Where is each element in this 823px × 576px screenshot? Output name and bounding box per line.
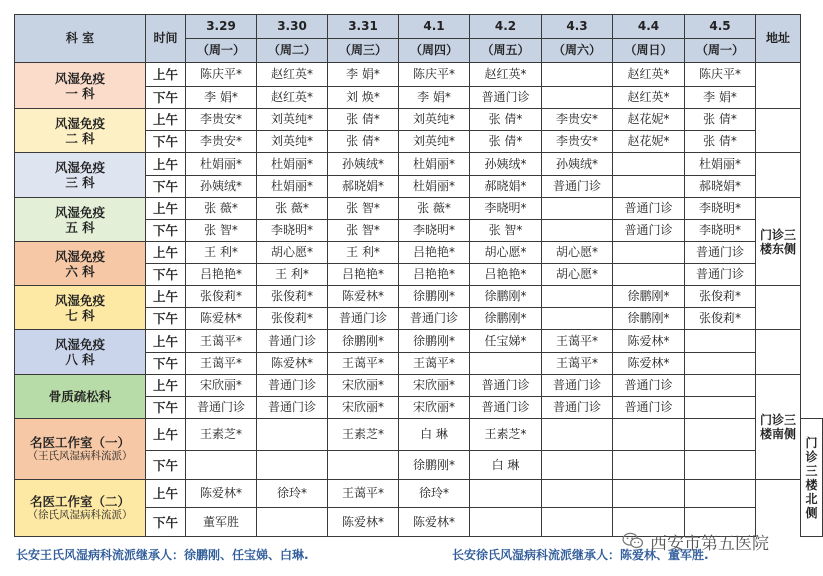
doctor-cell: 陈爱林* (328, 286, 399, 308)
doctor-cell: 杜娟丽* (257, 176, 328, 198)
doctor-cell (542, 308, 613, 330)
address-header: 地址 (756, 15, 801, 63)
doctor-cell: 普通门诊 (542, 375, 613, 397)
doctor-cell: 王 利* (328, 242, 399, 264)
footer-left-note: 长安王氏风湿病科流派继承人：徐鹏刚、任宝娣、白琳. (16, 548, 309, 562)
doctor-cell: 吕艳艳* (399, 264, 470, 286)
address-cell: 门诊三楼南侧 (756, 375, 801, 480)
doctor-cell (613, 176, 685, 198)
address-cell: 门诊三楼北侧 (801, 419, 823, 537)
doctor-cell: 王蔼平* (542, 330, 613, 353)
footer-right-note: 长安徐氏风湿病科流派继承人：陈爱林、董军胜. (452, 548, 709, 562)
weekday-header: （周二） (257, 39, 328, 63)
period-label: 下午 (146, 353, 186, 375)
doctor-cell: 胡心愿* (542, 264, 613, 286)
doctor-cell: 普通门诊 (186, 397, 257, 419)
weekday-header: （周一） (186, 39, 257, 63)
doctor-cell: 宋欣丽* (328, 375, 399, 397)
time-header: 时间 (146, 15, 186, 63)
doctor-cell: 孙姨绒* (186, 176, 257, 198)
doctor-cell: 张 倩* (685, 131, 756, 153)
schedule-row (15, 109, 823, 131)
doctor-cell: 孙姨绒* (470, 153, 542, 176)
doctor-cell: 普通门诊 (257, 375, 328, 397)
doctor-cell (542, 451, 613, 480)
doctor-cell: 王素芝* (328, 419, 399, 451)
date-header: 3.31 (328, 15, 399, 39)
doctor-cell: 张 倩* (328, 131, 399, 153)
department-name-line: 骨质疏松科 (48, 389, 112, 404)
weekday-header: （周六） (542, 39, 613, 63)
doctor-cell (257, 508, 328, 537)
doctor-cell: 宋欣丽* (399, 375, 470, 397)
doctor-cell: 吕艳艳* (399, 242, 470, 264)
address-cell-empty (756, 286, 801, 330)
period-label: 下午 (146, 264, 186, 286)
doctor-cell (685, 330, 756, 353)
department-name-line: 一 科 (65, 85, 95, 101)
doctor-cell (685, 375, 756, 397)
weekday-header: （周三） (328, 39, 399, 63)
doctor-cell: 刘 焕* (328, 87, 399, 109)
period-label: 下午 (146, 176, 186, 198)
department-name (15, 198, 146, 242)
doctor-cell: 徐鹏刚* (470, 286, 542, 308)
doctor-cell: 李晓明* (685, 220, 756, 242)
wechat-icon (622, 532, 644, 550)
doctor-cell: 陈爱林* (613, 353, 685, 375)
doctor-cell: 李 娟* (399, 87, 470, 109)
doctor-cell: 普通门诊 (613, 198, 685, 220)
doctor-cell: 赵红英* (470, 63, 542, 87)
doctor-cell: 李晓明* (470, 198, 542, 220)
doctor-cell: 胡心愿* (257, 242, 328, 264)
doctor-cell: 张 倩* (328, 109, 399, 131)
doctor-cell: 任宝娣* (470, 330, 542, 353)
doctor-cell: 王素芝* (186, 419, 257, 451)
period-label: 上午 (146, 330, 186, 353)
doctor-cell: 郝晓娟* (470, 176, 542, 198)
doctor-cell: 张 智* (328, 198, 399, 220)
department-name (15, 286, 146, 330)
doctor-cell (470, 353, 542, 375)
doctor-cell: 陈庆平* (186, 63, 257, 87)
doctor-cell (542, 220, 613, 242)
doctor-cell: 赵红英* (257, 63, 328, 87)
doctor-cell: 普通门诊 (542, 176, 613, 198)
period-label: 上午 (146, 375, 186, 397)
doctor-cell: 李晓明* (257, 220, 328, 242)
doctor-cell (542, 87, 613, 109)
doctor-cell: 徐玲* (257, 480, 328, 508)
department-name (15, 63, 146, 109)
doctor-cell: 胡心愿* (542, 242, 613, 264)
doctor-cell: 李 娟* (328, 63, 399, 87)
period-label: 下午 (146, 308, 186, 330)
doctor-cell: 普通门诊 (542, 397, 613, 419)
schedule-row (15, 480, 823, 508)
period-label: 上午 (146, 242, 186, 264)
department-name (15, 419, 146, 480)
date-header: 4.4 (613, 15, 685, 39)
doctor-cell: 普通门诊 (470, 375, 542, 397)
schedule-row (15, 198, 823, 220)
doctor-cell: 徐玲* (399, 480, 470, 508)
doctor-cell (542, 198, 613, 220)
address-cell-empty (756, 153, 801, 198)
department-name-line: 七 科 (65, 307, 95, 323)
period-label: 下午 (146, 131, 186, 153)
schedule-table (14, 14, 823, 537)
period-label: 下午 (146, 451, 186, 480)
doctor-cell: 张 倩* (470, 109, 542, 131)
weekday-header: （周一） (685, 39, 756, 63)
date-header: 4.2 (470, 15, 542, 39)
doctor-cell: 孙姨绒* (542, 153, 613, 176)
doctor-cell: 陈庆平* (685, 63, 756, 87)
department-name-line: 风湿免疫 (54, 115, 105, 131)
address-cell: 门诊三楼东侧 (756, 198, 801, 286)
department-name-line: 八 科 (65, 352, 95, 367)
doctor-cell (613, 264, 685, 286)
doctor-cell (470, 508, 542, 537)
doctor-cell: 张 智* (186, 220, 257, 242)
doctor-cell: 张俊莉* (685, 308, 756, 330)
doctor-cell: 白 琳 (470, 451, 542, 480)
doctor-cell: 徐鹏刚* (399, 286, 470, 308)
doctor-cell: 赵花妮* (613, 131, 685, 153)
doctor-cell: 张 智* (328, 220, 399, 242)
department-name-line: 风湿免疫 (54, 160, 105, 175)
doctor-cell: 陈爱林* (328, 508, 399, 537)
department-name (15, 109, 146, 153)
doctor-cell: 赵花妮* (613, 109, 685, 131)
doctor-cell: 胡心愿* (470, 242, 542, 264)
period-label: 上午 (146, 109, 186, 131)
doctor-cell: 普通门诊 (613, 375, 685, 397)
doctor-cell (613, 480, 685, 508)
doctor-cell: 王 利* (257, 264, 328, 286)
doctor-cell (470, 480, 542, 508)
doctor-cell: 普通门诊 (470, 87, 542, 109)
doctor-cell: 李晓明* (399, 220, 470, 242)
doctor-cell (685, 451, 756, 480)
doctor-cell: 宋欣丽* (399, 397, 470, 419)
doctor-cell: 张俊莉* (257, 308, 328, 330)
doctor-cell: 徐鹏刚* (613, 286, 685, 308)
department-name-line: 风湿免疫 (54, 337, 105, 352)
doctor-cell: 杜娟丽* (399, 153, 470, 176)
doctor-cell (685, 353, 756, 375)
address-cell-empty (756, 330, 801, 375)
dept-header: 科 室 (15, 15, 146, 63)
schedule-row (15, 153, 823, 176)
period-label: 下午 (146, 397, 186, 419)
doctor-cell: 普通门诊 (613, 220, 685, 242)
doctor-cell (542, 286, 613, 308)
doctor-cell: 吕艳艳* (186, 264, 257, 286)
doctor-cell (542, 480, 613, 508)
doctor-cell: 李 娟* (186, 87, 257, 109)
department-name (15, 242, 146, 286)
date-row (15, 15, 823, 39)
date-header: 4.1 (399, 15, 470, 39)
doctor-cell: 张俊莉* (257, 286, 328, 308)
doctor-cell: 张 薇* (257, 198, 328, 220)
doctor-cell: 王蔼平* (186, 330, 257, 353)
doctor-cell (542, 63, 613, 87)
weekday-header: （周四） (399, 39, 470, 63)
doctor-cell: 张俊莉* (685, 286, 756, 308)
department-name (15, 330, 146, 375)
period-label: 上午 (146, 63, 186, 87)
doctor-cell (257, 451, 328, 480)
department-name (15, 480, 146, 537)
department-name-line: 五 科 (65, 219, 95, 235)
period-label: 上午 (146, 153, 186, 176)
schedule-row (15, 330, 823, 353)
weekday-header: （周日） (613, 39, 685, 63)
date-header: 4.5 (685, 15, 756, 39)
doctor-cell: 张 倩* (470, 131, 542, 153)
doctor-cell: 杜娟丽* (186, 153, 257, 176)
doctor-cell: 郝晓娟* (328, 176, 399, 198)
department-name-line: 六 科 (65, 263, 95, 279)
doctor-cell: 白 琳 (399, 419, 470, 451)
department-name-line: 三 科 (65, 175, 95, 190)
doctor-cell: 徐鹏刚* (328, 330, 399, 353)
doctor-cell: 王蔼平* (328, 353, 399, 375)
doctor-cell: 普通门诊 (685, 242, 756, 264)
department-subtitle: （徐氏风湿病科流派） (27, 509, 133, 521)
period-label: 下午 (146, 220, 186, 242)
doctor-cell: 吕艳艳* (470, 264, 542, 286)
department-name (15, 153, 146, 198)
doctor-cell: 普通门诊 (257, 330, 328, 353)
period-label: 下午 (146, 87, 186, 109)
doctor-cell: 徐鹏刚* (399, 451, 470, 480)
schedule-row (15, 375, 823, 397)
period-label: 上午 (146, 198, 186, 220)
doctor-cell: 张俊莉* (186, 286, 257, 308)
doctor-cell: 赵红英* (613, 87, 685, 109)
doctor-cell (613, 242, 685, 264)
doctor-cell: 徐鹏刚* (399, 330, 470, 353)
date-header: 3.30 (257, 15, 328, 39)
doctor-cell: 王素芝* (470, 419, 542, 451)
doctor-cell: 李贵安* (542, 131, 613, 153)
doctor-cell (685, 419, 756, 451)
period-label: 上午 (146, 286, 186, 308)
doctor-cell: 王蔼平* (399, 353, 470, 375)
department-name-line: 名医工作室（一） (29, 435, 130, 450)
department-subtitle: （王氏风湿病科流派） (27, 450, 133, 462)
doctor-cell (257, 419, 328, 451)
doctor-cell: 陈爱林* (186, 308, 257, 330)
doctor-cell: 刘英纯* (399, 109, 470, 131)
address-cell-empty (756, 109, 801, 153)
doctor-cell: 王 利* (186, 242, 257, 264)
department-name (15, 375, 146, 419)
doctor-cell: 杜娟丽* (685, 153, 756, 176)
doctor-cell: 刘英纯* (257, 131, 328, 153)
doctor-cell: 李晓明* (685, 198, 756, 220)
doctor-cell: 普通门诊 (613, 397, 685, 419)
doctor-cell (542, 508, 613, 537)
doctor-cell: 董军胜 (186, 508, 257, 537)
doctor-cell: 王蔼平* (542, 353, 613, 375)
department-name-line: 风湿免疫 (54, 248, 105, 264)
doctor-cell: 李 娟* (685, 87, 756, 109)
doctor-cell (186, 451, 257, 480)
doctor-cell: 宋欣丽* (328, 397, 399, 419)
address-cell-empty (756, 63, 801, 109)
doctor-cell: 孙姨绒* (328, 153, 399, 176)
period-label: 下午 (146, 508, 186, 537)
doctor-cell: 普通门诊 (328, 308, 399, 330)
period-label: 上午 (146, 419, 186, 451)
doctor-cell: 张 智* (470, 220, 542, 242)
doctor-cell: 宋欣丽* (186, 375, 257, 397)
doctor-cell: 普通门诊 (257, 397, 328, 419)
doctor-cell: 陈爱林* (257, 353, 328, 375)
doctor-cell: 杜娟丽* (399, 176, 470, 198)
weekday-header: （周五） (470, 39, 542, 63)
doctor-cell (328, 451, 399, 480)
doctor-cell: 张 薇* (399, 198, 470, 220)
period-label: 上午 (146, 480, 186, 508)
department-name-line: 风湿免疫 (54, 204, 105, 220)
doctor-cell (613, 153, 685, 176)
doctor-cell: 李贵安* (186, 131, 257, 153)
doctor-cell: 赵红英* (257, 87, 328, 109)
date-header: 4.3 (542, 15, 613, 39)
schedule-row (15, 419, 823, 451)
doctor-cell: 郝晓娟* (685, 176, 756, 198)
department-name-line: 二 科 (65, 130, 95, 146)
doctor-cell: 普通门诊 (399, 308, 470, 330)
doctor-cell: 赵红英* (613, 63, 685, 87)
doctor-cell: 王蔼平* (186, 353, 257, 375)
doctor-cell: 陈爱林* (613, 330, 685, 353)
doctor-cell (613, 451, 685, 480)
doctor-cell: 杜娟丽* (257, 153, 328, 176)
doctor-cell: 陈庆平* (399, 63, 470, 87)
doctor-cell (685, 480, 756, 508)
doctor-cell: 张 薇* (186, 198, 257, 220)
schedule-row (15, 63, 823, 87)
department-name-line: 风湿免疫 (54, 70, 105, 86)
doctor-cell: 李贵安* (542, 109, 613, 131)
doctor-cell: 吕艳艳* (328, 264, 399, 286)
schedule-row (15, 242, 823, 264)
doctor-cell: 普通门诊 (685, 264, 756, 286)
doctor-cell: 徐鹏刚* (613, 308, 685, 330)
date-header: 3.29 (186, 15, 257, 39)
doctor-cell (613, 419, 685, 451)
department-name-line: 名医工作室（二） (29, 494, 130, 509)
doctor-cell: 徐鹏刚* (470, 308, 542, 330)
watermark (622, 529, 812, 553)
doctor-cell: 王蔼平* (328, 480, 399, 508)
doctor-cell: 刘英纯* (399, 131, 470, 153)
doctor-cell: 李贵安* (186, 109, 257, 131)
watermark-text: 西安市第五医院 (650, 533, 769, 554)
doctor-cell: 刘英纯* (257, 109, 328, 131)
doctor-cell: 陈爱林* (186, 480, 257, 508)
doctor-cell (542, 419, 613, 451)
doctor-cell (685, 397, 756, 419)
doctor-cell: 普通门诊 (470, 397, 542, 419)
schedule-row (15, 286, 823, 308)
department-name-line: 风湿免疫 (54, 292, 105, 308)
doctor-cell: 陈爱林* (399, 508, 470, 537)
doctor-cell: 张 倩* (685, 109, 756, 131)
